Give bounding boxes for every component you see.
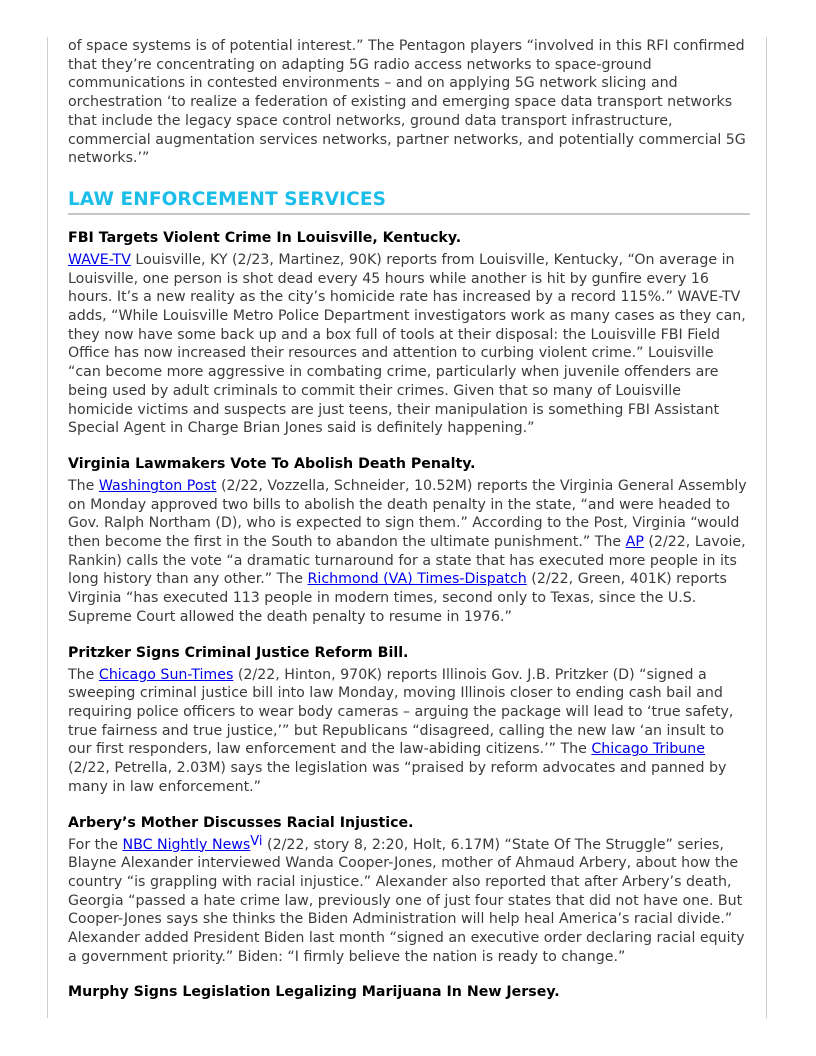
article-virginia-death-penalty [68,455,750,627]
section-title-law-enforcement: LAW ENFORCEMENT SERVICES [68,188,750,215]
source-link-ap[interactable]: AP [625,534,644,551]
article-title: Arbery’s Mother Discusses Racial Injustice. [68,814,414,831]
article-body [68,251,750,438]
article-arbery-mother [68,814,750,967]
article-text: (2/22, Lavoie, Rankin) calls the vote “a dramatic turnaround for a state that has executed more people in its long history than any other.” The [68,534,746,588]
article-title: Pritzker Signs Criminal Justice Reform Bill. [68,644,409,661]
article-title: Murphy Signs Legislation Legalizing Marijuana In New Jersey. [68,984,560,1001]
article-body [68,477,750,627]
video-icon[interactable]: Vi [250,833,263,849]
article-pritzker-reform [68,644,750,797]
article-title: Virginia Lawmakers Vote To Abolish Death Penalty. [68,455,476,472]
article-fbi-louisville [68,229,750,438]
article-text: (2/22, Petrella, 2.03M) says the legislation was “praised by reform advocates and panned by many in law enforcement.” [68,760,727,795]
source-link-richmond-times-dispatch[interactable]: Richmond (VA) Times-Dispatch [307,571,527,588]
source-link-chicago-tribune[interactable]: Chicago Tribune [591,741,705,758]
article-text: The [68,477,99,494]
source-link-wave-tv[interactable]: WAVE-TV [68,251,131,268]
article-title: FBI Targets Violent Crime In Louisville, Kentucky. [68,229,462,246]
article-text: (2/22, Vozzella, Schneider, 10.52M) reports the Virginia General Assembly on Monday approved two bills to abolish the death penalty in the state, “and were headed to Gov. Ralph Northam (D), who is expected to sign them.” According to the Post, Virginia “would then become the first in the South to abandon the ultimate punishment.” The [68,477,747,551]
article-body [68,666,750,797]
source-link-washington-post[interactable]: Washington Post [98,477,217,494]
article-text: The [68,666,99,683]
article-text: (2/22, Hinton, 970K) reports Illinois Gov. J.B. Pritzker (D) “signed a sweeping criminal justice bill into law Monday, moving Illinois closer to ending cash bail and requiring police officers to wear body cameras – arguing the package will lead to ‘true safety, true fairness and true justice,’” but Republicans “disagreed, calling the new law ‘an insult to our first responders, law enforcement and the law-abiding citizens.’” The [68,666,734,758]
article-text: Louisville, KY (2/23, Martinez, 90K) reports from Louisville, Kentucky, “On average in Louisville, one person is shot dead every 45 hours while another is hit by gunfire every 16 hours. It’s a new reality as the city’s homicide rate has increased by a record 115%.” WAVE-TV adds, “While Louisville Metro Police Department investigators work as many cases as they can, they now have some back up and a box full of tools at their disposal: the Louisville FBI Field Office has now increased their resources and attention to curbing violent crime.” Louisville “can become more aggressive in combating crime, particularly when juvenile offenders are being used by adult criminals to commit their crimes. Given that so many of Louisville homicide victims and suspects are just teens, their manipulation is something FBI Assistant Special Agent in Charge Brian Jones said is definitely happening.” [68,251,746,437]
article-body [68,833,750,967]
article-text: (2/22, story 8, 2:20, Holt, 6.17M) “State Of The Struggle” series, Blayne Alexander interviewed Wanda Cooper-Jones, mother of Ahmaud Arbery, about how the country “is grappling with racial injustice.” Alexander also reported that after Arbery’s death, Georgia “passed a hate crime law, previously one of just four states that did not have one. But Cooper-Jones says she thinks the Biden Administration will help heal America’s racial divide.” Alexander added President Biden last month “signed an executive order declaring racial equity a government priority.” Biden: “I firmly believe the nation is ready to change.” [68,836,745,965]
source-link-nbc-nightly-news[interactable]: NBC Nightly News [122,836,251,853]
source-link-chicago-sun-times[interactable]: Chicago Sun-Times [98,666,234,683]
article-text: (2/22, Green, 401K) reports Virginia “has executed 113 people in modern times, second only to Texas, since the U.S. Supreme Court allowed the death penalty to resume in 1976.” [68,571,727,625]
article-murphy-marijuana [68,983,750,1001]
page-content [68,37,750,1005]
intro-paragraph: of space systems is of potential interest.” The Pentagon players “involved in this RFI confirmed that they’re concentrating on adapting 5G radio access networks to space-ground communications in contested environments – and on applying 5G network slicing and orchestration ‘to realize a federation of existing and emerging space data transport networks that include the legacy space control networks, ground data transport infrastructure, commercial augmentation services networks, partner networks, and potentially commercial 5G networks.’” [68,38,746,167]
newsletter-page [47,37,767,1018]
article-text: For the [68,836,123,853]
